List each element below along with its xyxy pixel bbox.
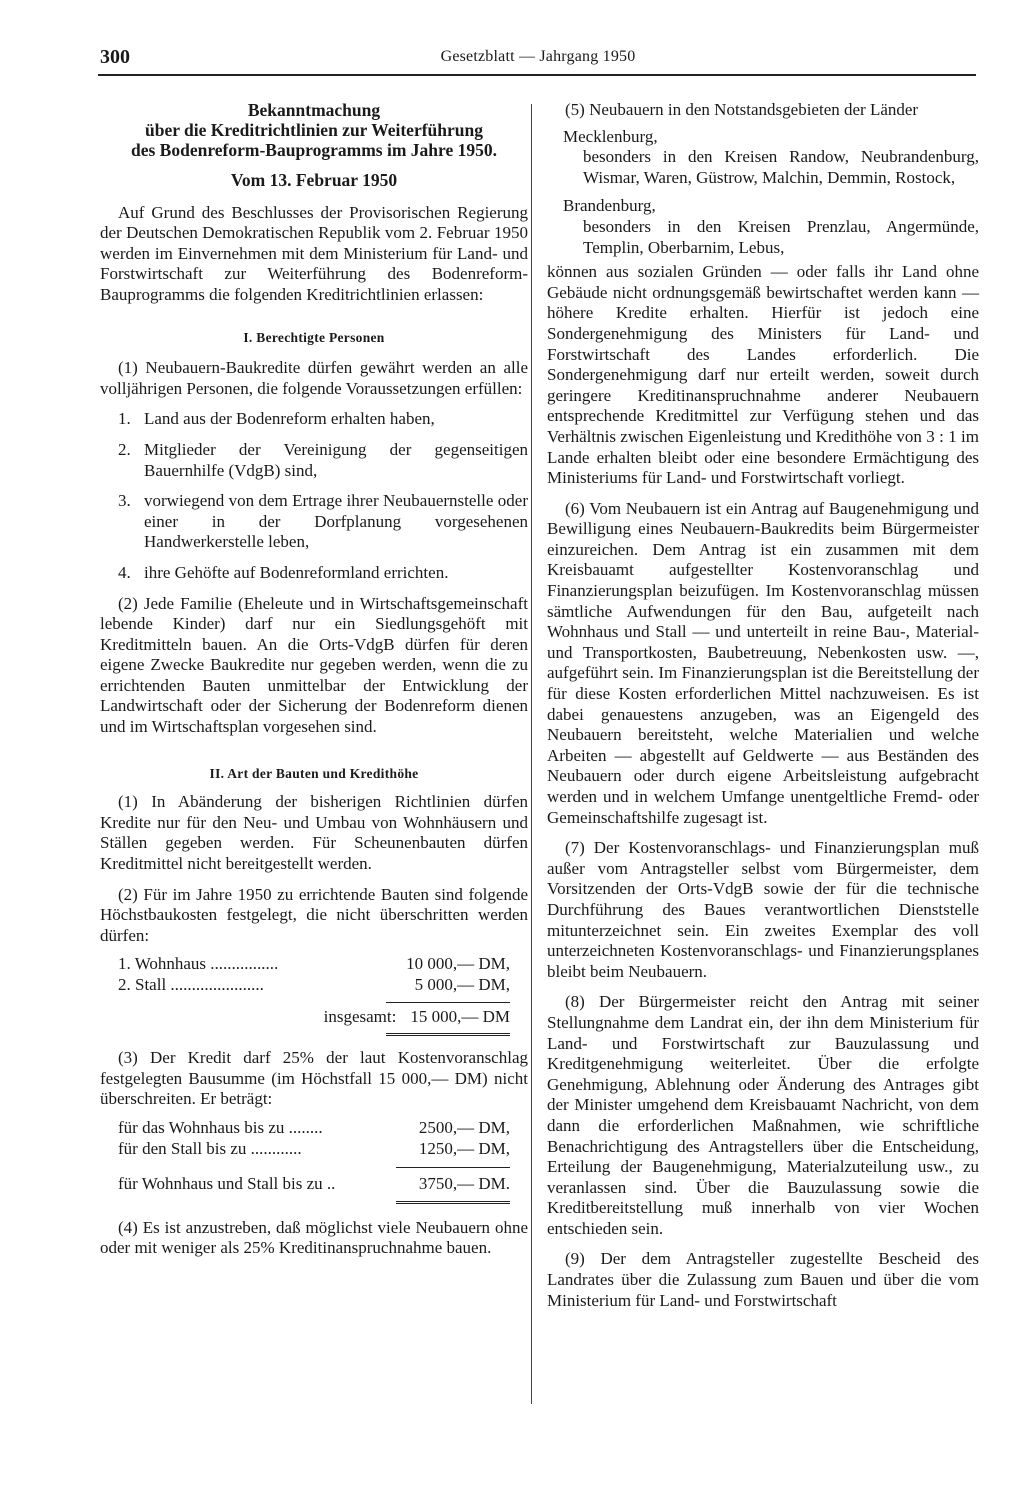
- cost-label: 1. Wohnhaus ................: [118, 954, 279, 974]
- paragraph: (5) Neubauern in den Notstandsgebieten der Länder: [565, 100, 919, 119]
- paragraph: (1) Neubauern-Baukredite dürfen gewährt werden an alle volljährigen Personen, die folgende Voraussetzungen erfüllen:: [100, 358, 528, 398]
- paragraph: (4) Es ist anzustreben, daß möglichst viele Neubauern ohne oder mit weniger als 25% Kreditinanspruchnahme bauen.: [100, 1217, 528, 1258]
- max-cost-table: [118, 954, 510, 1036]
- list-item: [100, 563, 528, 584]
- total-amount: 15 000,— DM: [410, 1006, 510, 1026]
- paragraph: (7) Der Kostenvoranschlags- und Finanzierungsplan muß außer vom Antragsteller selbst vom Bürgermeister, dem Vorsitzenden der Orts-VdgB sowie der für die technische Durchführung des Baues verantwortlichen Dienststelle mitunterzeichnet sein. Ein zweites Exemplar des voll unterzeichneten Kostenvoranschlags- und Finanzierungsplanes bleibt beim Neubauern.: [547, 838, 979, 981]
- paragraph: (3) Der Kredit darf 25% der laut Kostenvoranschlag festgelegten Bausumme (im Höchstfall 15 000,— DM) nicht überschreiten. Er beträgt:: [100, 1048, 528, 1109]
- page-number: 300: [100, 46, 130, 68]
- credit-table: [118, 1118, 510, 1204]
- list-text: ihre Gehöfte auf Bodenreformland errichten.: [144, 562, 449, 582]
- paragraph: können aus sozialen Gründen — oder falls ihr Land ohne Gebäude nicht ordnungsgemäß bewirtschaftet werden kann — höhere Kredite erhalten. Hierfür ist jedoch eine Sondergenehmigung des Ministers für Land- und Forstwirtschaft des Landes erforderlich. Die Sondergenehmigung darf nur erteilt werden, soweit durch geringere Kreditinanspruchnahme anderer Neubauern entsprechende Kreditmittel zur Verfügung stehen und das Verhältnis zwischen Eigenleistung und Kredithöhe von 3 : 1 im Lande erhalten bleibt oder eine besondere Ermächtigung des Ministeriums für Land- und Forstwirtschaft vorliegt.: [547, 262, 979, 488]
- total-label: für Wohnhaus und Stall bis zu ..: [118, 1174, 336, 1194]
- table-row: [118, 975, 510, 996]
- section-heading: II. Art der Bauten und Kredithöhe: [209, 765, 419, 781]
- paragraph: (1) In Abänderung der bisherigen Richtlinien dürfen Kredite nur für den Neu- und Umbau von Wohnhäusern und Ställen gegeben werden. Für Scheunenbauten dürfen Kreditmittel nicht bereitgestellt werden.: [100, 792, 528, 874]
- title-line: über die Kreditrichtlinien zur Weiterführung: [144, 120, 483, 140]
- table-row: [118, 1118, 510, 1139]
- column-divider: [531, 104, 532, 1404]
- list-item: [100, 409, 528, 430]
- list-number: 3.: [118, 491, 131, 511]
- list-number: 1.: [118, 409, 131, 429]
- total-double-rule: [386, 1033, 510, 1036]
- cost-label: für den Stall bis zu ............: [118, 1138, 302, 1158]
- paragraph: (2) Jede Familie (Eheleute und in Wirtschaftsgemeinschaft lebende Kinder) darf nur ein Siedlungsgehöft mit Kreditmitteln bauen. An die Orts-VdgB dürfen für deren eigene Zwecke Baukredite nur gegeben werden, wenn die zu errichtenden Bauten unmittelbar der Entwicklung der Landwirtschaft oder der Sicherung der Bodenreform dienen und im Wirtschaftsplan vorgesehen sind.: [100, 593, 528, 737]
- list-item: [100, 440, 528, 481]
- paragraph: (6) Vom Neubauern ist ein Antrag auf Baugenehmigung und Bewilligung eines Neubauern-Baukredits beim Bürgermeister einzureichen. Dem Antrag ist ein zusammen mit dem Kreisbauamt aufgestellter Kostenvoranschlag und Finanzierungsplan beizufügen. Im Kostenvoranschlag müssen sämtliche Aufwendungen für den Bau, aufgeteilt nach Wohnhaus und Stall — und unterteilt in reine Bau-, Material- und Transportkosten, Baubetreuung, Nebenkosten usw. —, aufgeführt sein. Im Finanzierungsplan ist die Bereitstellung der für diese Kosten erforderlichen Mittel nachzuweisen. Es ist dabei genauestens anzugeben, was an Eigengeld des Neubauern bereitsteht, welche Materialien und welche Arbeiten — abgestellt auf Geldwerte — aus Beständen des Neubauern oder durch eigene Arbeitsleistung aufgebracht werden und in welchem Umfange unentgeltliche Fremd- oder Gemeinschaftshilfe zugesagt ist.: [547, 498, 979, 827]
- intro-paragraph: Auf Grund des Beschlusses der Provisorischen Regierung der Deutschen Demokratischen Republik vom 2. Februar 1950 werden im Einvernehmen mit dem Ministerium für Land- und Forstwirtschaft zur Weiterführung des Bodenreform-Bauprogramms die folgenden Kreditrichtlinien erlassen:: [100, 202, 528, 304]
- list-text: Land aus der Bodenreform erhalten haben,: [144, 409, 435, 429]
- header-rule: [98, 74, 976, 76]
- section-heading: I. Berechtigte Personen: [243, 329, 385, 345]
- total-row: [118, 1174, 510, 1195]
- paragraph: (2) Für im Jahre 1950 zu errichtende Bauten sind folgende Höchstbaukosten festgelegt, die nicht überschritten werden dürfen:: [100, 884, 528, 945]
- right-column: [547, 100, 979, 1311]
- cost-amount: 1250,— DM,: [418, 1138, 510, 1158]
- cost-amount: 2500,— DM,: [418, 1117, 510, 1137]
- title-line: Bekanntmachung: [247, 100, 381, 120]
- total-amount: 3750,— DM.: [418, 1174, 510, 1194]
- title-line: des Bodenreform-Bauprogramms im Jahre 1950.: [130, 140, 498, 160]
- sum-rule: [396, 1167, 510, 1168]
- list-text: vorwiegend von dem Ertrage ihrer Neubauernstelle oder einer in der Dorfplanung vorgesehenen Handwerkerstelle leben,: [144, 491, 528, 552]
- requirements-list: [100, 409, 528, 583]
- cost-label: 2. Stall ......................: [118, 975, 264, 994]
- running-head: Gesetzblatt — Jahrgang 1950: [440, 48, 636, 65]
- table-row: [118, 954, 510, 975]
- sum-rule: [386, 1002, 510, 1003]
- document-title: [100, 100, 528, 160]
- page-header: [100, 46, 976, 72]
- left-column: [100, 100, 528, 1259]
- table-row: [118, 1139, 510, 1160]
- cost-amount: 10 000,— DM,: [406, 954, 510, 974]
- total-row: [118, 1007, 510, 1028]
- cost-label: für das Wohnhaus bis zu ........: [118, 1117, 323, 1137]
- paragraph: (8) Der Bürgermeister reicht den Antrag mit seiner Stellungnahme dem Landrat ein, der ihn dem Ministerium für Land- und Forstwirtschaft zur Bauzulassung und Kreditgenehmigung weiterleitet. Über die erfolgte Genehmigung, Ablehnung oder Änderung des Antrages gibt der Minister umgehend dem Kreisbauamt Nachricht, von dem dann die erforderlichen Maßnahmen, wie schriftliche Benachrichtigung des Antragstellers über die Entscheidung, Erteilung der Baugenehmigung, Materialzuteilung usw., zu veranlassen sind. Über die Bauzulassung sowie die Kreditbereitstellung muß innerhalb von vier Wochen entschieden sein.: [547, 992, 979, 1238]
- region-name: Mecklenburg,: [563, 126, 658, 146]
- region-name: Brandenburg,: [563, 196, 656, 216]
- total-double-rule: [396, 1201, 510, 1204]
- list-number: 2.: [118, 439, 131, 459]
- cost-amount: 5 000,— DM,: [414, 975, 510, 994]
- region-detail: besonders in den Kreisen Prenzlau, Angermünde, Templin, Oberbarnim, Lebus,: [583, 216, 979, 257]
- list-item: [100, 491, 528, 553]
- list-text: Mitglieder der Vereinigung der gegenseitigen Bauernhilfe (VdgB) sind,: [144, 439, 528, 480]
- document-date: Vom 13. Februar 1950: [230, 170, 398, 190]
- region-detail: besonders in den Kreisen Randow, Neubrandenburg, Wismar, Waren, Güstrow, Malchin, Demmin, Rostock,: [583, 147, 979, 187]
- paragraph: (9) Der dem Antragsteller zugestellte Bescheid des Landrates über die Zulassung zum Bauen und über die vom Ministerium für Land- und Forstwirtschaft: [547, 1249, 979, 1310]
- total-label: insgesamt:: [323, 1006, 397, 1026]
- list-number: 4.: [118, 562, 131, 582]
